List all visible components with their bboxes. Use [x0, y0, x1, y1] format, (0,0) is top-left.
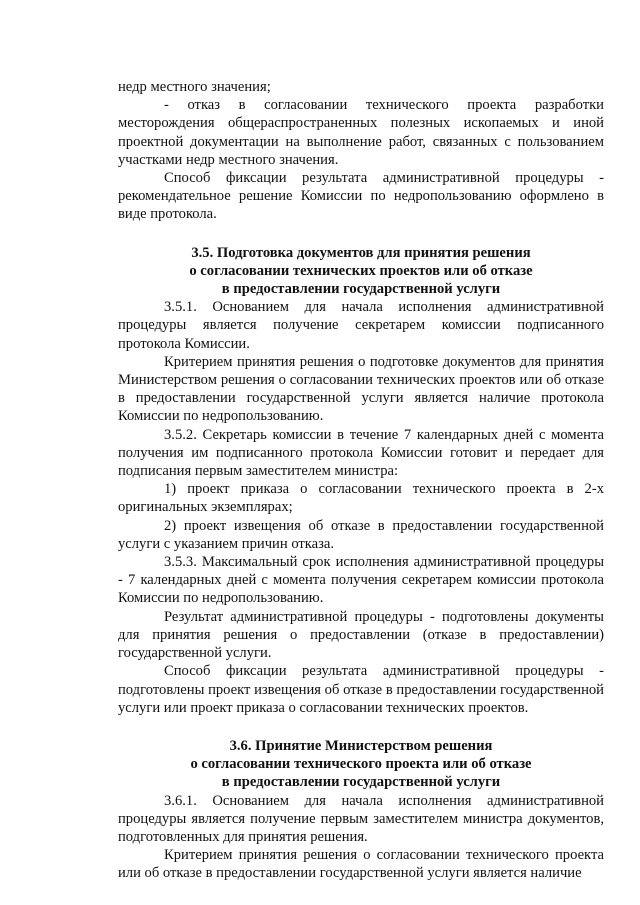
paragraph: Способ фиксации результата административной процедуры - подготовлены проект извещения об отказе в предоставлении государственной услуги или проект приказа о согласовании технических проектов. — [118, 663, 604, 716]
list-item: 1) проект приказа о согласовании технического проекта в 2-х оригинальных экземплярах; — [118, 481, 604, 516]
paragraph: недр местного значения; — [118, 79, 271, 95]
heading-line: о согласовании технического проекта или об отказе — [190, 756, 532, 773]
paragraph: Результат административной процедуры - подготовлены документы для принятия решения о предоставлении (отказе в предоставлении) государственной услуги. — [118, 608, 604, 662]
paragraph: 3.6.1. Основанием для начала исполнения административной процедуры является получение первым заместителем министра документов, подготовленных для принятия решения. — [118, 792, 604, 845]
heading-line: в предоставлении государственной услуги — [221, 281, 501, 298]
section-heading-3-5 — [118, 244, 604, 299]
heading-line: о согласовании технических проектов или об отказе — [189, 262, 533, 279]
heading-line: 3.5. Подготовка документов для принятия решения — [191, 244, 531, 261]
heading-line: в предоставлении государственной услуги — [221, 774, 501, 791]
document-page — [118, 78, 604, 883]
paragraph: 3.5.2. Секретарь комиссии в течение 7 календарных дней с момента получения им подписанного протокола Комиссии готовит и передает для подписания первым заместителем министра: — [118, 426, 604, 480]
heading-line: 3.6. Принятие Министерством решения — [229, 737, 493, 754]
section-heading-3-6 — [118, 737, 604, 792]
paragraph: Критерием принятия решения о подготовке документов для принятия Министерством решения о согласовании технических проектов или об отказе в предоставлении государственной услуги является наличие протокола Комиссии по недропользованию. — [118, 353, 604, 425]
list-item: 2) проект извещения об отказе в предоставлении государственной услуги с указанием причин отказа. — [118, 517, 604, 552]
paragraph: Способ фиксации результата административной процедуры - рекомендательное решение Комиссии по недропользованию оформлено в виде протокола. — [118, 170, 604, 223]
paragraph: 3.5.1. Основанием для начала исполнения административной процедуры является получение секретарем комиссии подписанного протокола Комиссии. — [118, 299, 604, 352]
paragraph: Критерием принятия решения о согласовании технического проекта или об отказе в предоставлении государственной услуги является наличие — [118, 847, 604, 882]
paragraph: - отказ в согласовании технического проекта разработки месторождения общераспространенных полезных ископаемых и иной проектной документации на выполнение работ, связанных с пользованием участками недр местного значения. — [118, 97, 604, 168]
paragraph: 3.5.3. Максимальный срок исполнения административной процедуры - 7 календарных дней с момента получения секретарем комиссии протокола Комиссии по недропользованию. — [118, 554, 604, 607]
